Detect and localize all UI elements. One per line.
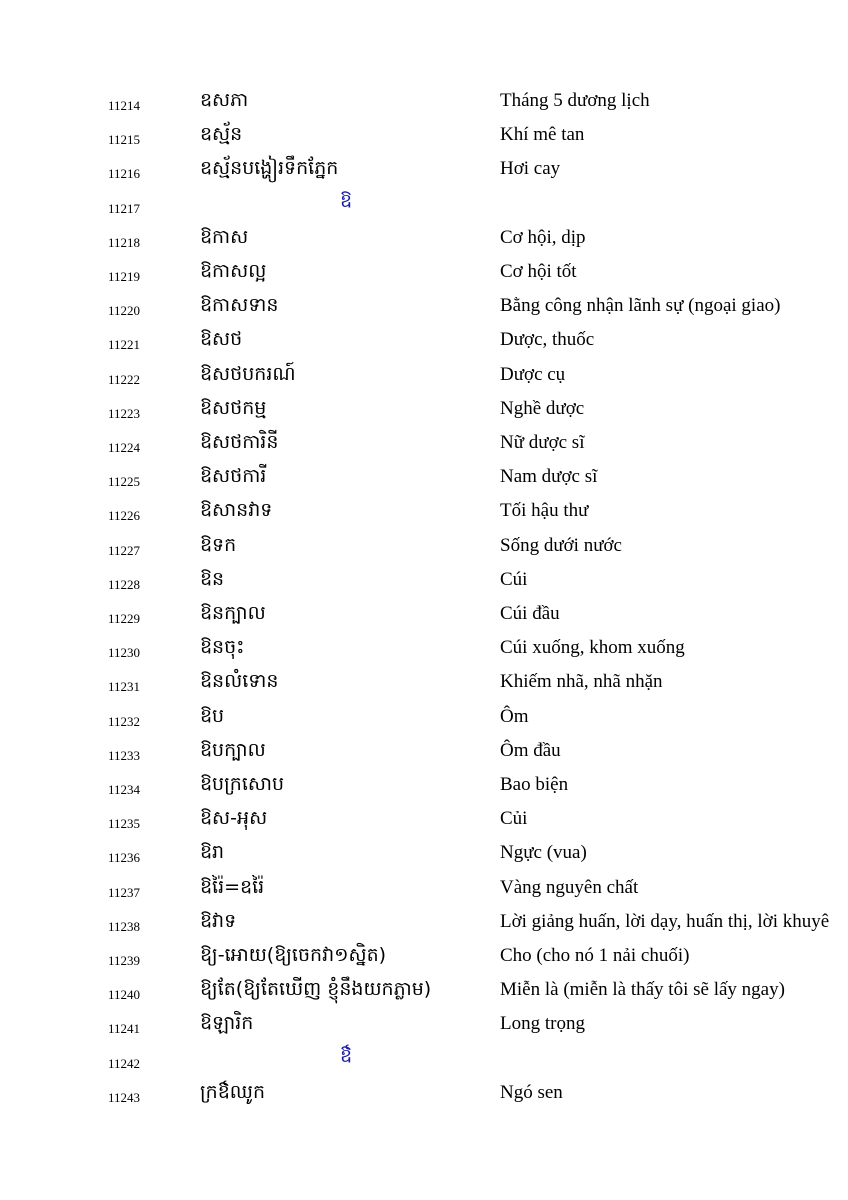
vietnamese-translation: Nam dược sĩ [500, 466, 598, 487]
entry-number: 11236 [108, 850, 141, 865]
vietnamese-translation: Hơi cay [500, 158, 561, 179]
entry-row [0, 225, 848, 259]
entry-number: 11220 [108, 303, 141, 318]
entry-row [0, 122, 848, 156]
vietnamese-translation: Bao biện [500, 774, 569, 795]
vietnamese-translation: Vàng nguyên chất [500, 877, 639, 898]
entry-number: 11221 [108, 337, 141, 352]
khmer-term: ឱនចុះ [200, 636, 245, 658]
section-letter: ឱ [340, 190, 353, 212]
entry-row [0, 738, 848, 772]
entry-row [0, 601, 848, 635]
entry-number: 11224 [108, 440, 141, 455]
vietnamese-translation: Nghề dược [500, 398, 585, 419]
khmer-term: ឱប [200, 705, 225, 727]
vietnamese-translation: Miễn là (miễn là thấy tôi sẽ lấy ngay) [500, 979, 785, 1000]
khmer-term: ឧស្ម័ន [200, 123, 243, 145]
khmer-term: ឱកាសទាន [200, 294, 279, 316]
vietnamese-translation: Bằng công nhận lãnh sự (ngoại giao) [500, 295, 781, 316]
vietnamese-translation: Tối hậu thư [500, 500, 589, 521]
entry-number: 11229 [108, 611, 141, 626]
entry-number: 11231 [108, 679, 141, 694]
vietnamese-translation: Khí mê tan [500, 124, 585, 145]
khmer-term: ក្រឳឈូក [200, 1081, 266, 1103]
entry-number: 11240 [108, 987, 141, 1002]
entry-number: 11225 [108, 474, 141, 489]
section-letter: ឳ [340, 1045, 353, 1067]
entry-row [0, 909, 848, 943]
entry-number: 11219 [108, 269, 141, 284]
khmer-term: ឱ្យ-អោយ(ឱ្យចេកវា១ស្និត) [200, 944, 387, 966]
entry-row [0, 567, 848, 601]
khmer-term: ឱសថការិនី [200, 431, 279, 453]
entry-row [0, 327, 848, 361]
entry-number: 11233 [108, 748, 141, 763]
entry-row [0, 293, 848, 327]
vietnamese-translation: Cho (cho nó 1 nải chuối) [500, 945, 690, 966]
entry-number: 11228 [108, 577, 141, 592]
khmer-term: ឱកាសល្អ [200, 260, 267, 282]
entry-row [0, 533, 848, 567]
khmer-term: ឱស-អុស [200, 807, 268, 829]
khmer-term: ឧស្ម័នបង្ហៀរទឹកភ្នែក [200, 157, 339, 179]
entry-number: 11242 [108, 1056, 141, 1071]
entry-row [0, 875, 848, 909]
entry-number: 11218 [108, 235, 141, 250]
entry-number: 11223 [108, 406, 141, 421]
vietnamese-translation: Cơ hội tốt [500, 261, 577, 282]
entry-row [0, 806, 848, 840]
section-header-row [0, 1046, 848, 1080]
entry-row [0, 88, 848, 122]
entry-number: 11215 [108, 132, 141, 147]
entry-number: 11226 [108, 508, 141, 523]
entry-row [0, 498, 848, 532]
khmer-term: ឱបក្រសោប [200, 773, 285, 795]
vietnamese-translation: Dược, thuốc [500, 329, 595, 350]
entry-row [0, 669, 848, 703]
khmer-term: ឱបក្បាល [200, 739, 266, 761]
khmer-term: ឱសថការី [200, 465, 267, 487]
entry-row [0, 362, 848, 396]
vietnamese-translation: Ôm đầu [500, 740, 561, 761]
khmer-term: ឱសថបករណ៍ [200, 363, 296, 385]
entry-number: 11214 [108, 98, 141, 113]
khmer-term: ឱកាស [200, 226, 249, 248]
entry-number: 11230 [108, 645, 141, 660]
vietnamese-translation: Cúi [500, 569, 528, 590]
vietnamese-translation: Long trọng [500, 1013, 585, 1034]
vietnamese-translation: Ngực (vua) [500, 842, 587, 863]
entry-row [0, 1011, 848, 1045]
khmer-term: ឱនក្បាល [200, 602, 266, 624]
khmer-term: ឱរ៉ៃ=ឧរ៉ៃ [200, 876, 265, 898]
entry-number: 11238 [108, 919, 141, 934]
vietnamese-translation: Cơ hội, dịp [500, 227, 586, 248]
khmer-term: ឱនលំទោន [200, 670, 279, 692]
vietnamese-translation: Khiếm nhã, nhã nhặn [500, 671, 663, 692]
entry-row [0, 635, 848, 669]
vietnamese-translation: Lời giảng huấn, lời dạy, huấn thị, lời khuyê [500, 911, 830, 932]
entry-number: 11227 [108, 543, 141, 558]
khmer-term: ឱសថ [200, 328, 243, 350]
vietnamese-translation: Sống dưới nước [500, 535, 622, 556]
entry-number: 11232 [108, 714, 141, 729]
khmer-term: ឱន [200, 568, 225, 590]
entry-number: 11222 [108, 372, 141, 387]
entry-number: 11239 [108, 953, 141, 968]
vietnamese-translation: Ôm [500, 706, 529, 727]
entry-row [0, 430, 848, 464]
vietnamese-translation: Cúi xuống, khom xuống [500, 637, 685, 658]
entry-row [0, 704, 848, 738]
vietnamese-translation: Ngó sen [500, 1082, 563, 1103]
entry-number: 11235 [108, 816, 141, 831]
entry-number: 11241 [108, 1021, 141, 1036]
vietnamese-translation: Tháng 5 dương lịch [500, 90, 650, 111]
vietnamese-translation: Cúi đầu [500, 603, 560, 624]
entry-row [0, 464, 848, 498]
entry-number: 11243 [108, 1090, 141, 1105]
entry-row [0, 840, 848, 874]
entry-row [0, 772, 848, 806]
entry-number: 11237 [108, 885, 141, 900]
entry-row [0, 1080, 848, 1114]
entry-row [0, 396, 848, 430]
khmer-term: ឱសថកម្ម [200, 397, 267, 419]
khmer-term: ឱសានវាទ [200, 499, 273, 521]
entry-row [0, 977, 848, 1011]
entry-number: 11216 [108, 166, 141, 181]
entry-row [0, 156, 848, 190]
vietnamese-translation: Nữ dược sĩ [500, 432, 585, 453]
khmer-term: ឱវាទ [200, 910, 237, 932]
entry-number: 11234 [108, 782, 141, 797]
khmer-term: ឧសភា [200, 89, 249, 111]
khmer-term: ឱរា [200, 841, 225, 863]
khmer-term: ឱ្យតែ(ឱ្យតែឃើញ ខ្ញុំនឹងយកភ្លាម) [200, 978, 432, 1000]
section-header-row [0, 191, 848, 225]
vietnamese-translation: Dược cụ [500, 364, 566, 385]
entry-number: 11217 [108, 201, 141, 216]
vietnamese-translation: Củi [500, 808, 528, 829]
entry-row [0, 943, 848, 977]
khmer-term: ឱទក [200, 534, 237, 556]
khmer-term: ឱឡារិក [200, 1012, 254, 1034]
entry-row [0, 259, 848, 293]
